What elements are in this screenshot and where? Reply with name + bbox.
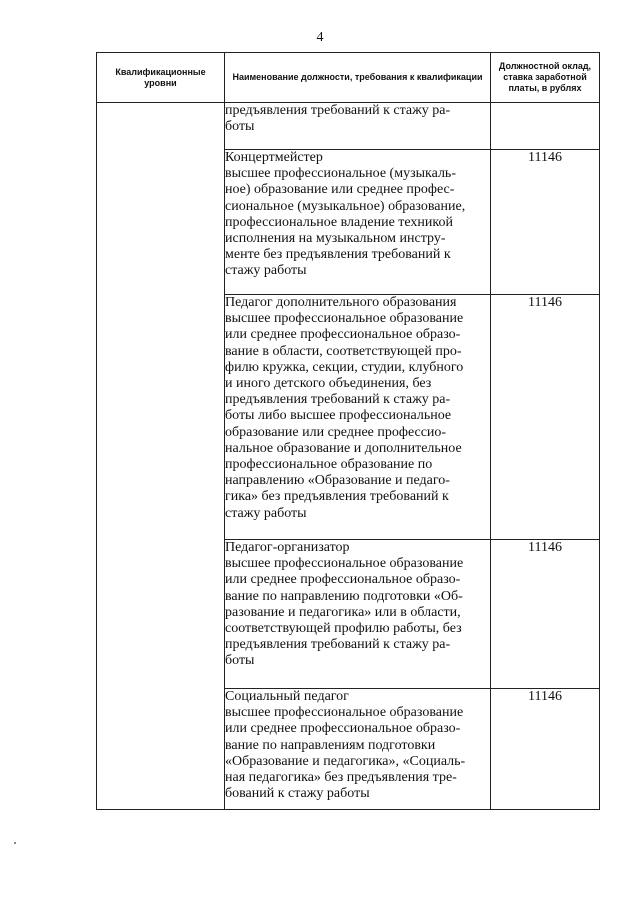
salary-cell: [491, 103, 600, 150]
requirement-line: стажу работы: [225, 505, 307, 521]
position-title: Социальный педагог: [225, 689, 349, 704]
requirement-line: бований к стажу работы: [225, 786, 370, 802]
requirement-line: высшее профессиональное образование: [225, 556, 464, 572]
requirement-line: боты либо высшее профессиональное: [225, 408, 452, 424]
requirement-line: боты: [225, 653, 255, 669]
position-title: Педагог дополнительного образования: [225, 295, 457, 310]
table-header-row: [97, 53, 600, 103]
header-position-requirements: Наименование должности, требования к квалификации: [225, 53, 491, 103]
position-title: Концертмейстер: [225, 150, 323, 165]
requirements-cell: [225, 103, 491, 150]
requirements-cell: [225, 150, 491, 295]
requirement-line: высшее профессиональное образование: [225, 705, 464, 721]
requirement-line: менте без предъявления требований к: [225, 247, 451, 263]
requirement-line: профессиональное образование по: [225, 457, 433, 473]
salary-cell: 11146: [491, 295, 600, 540]
requirement-line: стажу работы: [225, 263, 307, 279]
requirement-line: предъявления требований к стажу ра-: [225, 392, 451, 408]
scan-speck: [14, 842, 16, 844]
position-title: Педагог-организатор: [225, 540, 350, 555]
requirement-line: ная педагогика» без предъявления тре-: [225, 770, 457, 786]
header-qualification-levels: Квалификационные уровни: [97, 53, 225, 103]
requirement-line: гика» без предъявления требований к: [225, 489, 449, 505]
requirement-line: вание по направлению подготовки «Об-: [225, 588, 463, 604]
requirement-line: высшее профессиональное образование: [225, 311, 464, 327]
table-row: [97, 103, 600, 150]
requirement-line: разование и педагогика» или в области,: [225, 604, 461, 620]
requirement-line: вание в области, соответствующей про-: [225, 343, 462, 359]
requirement-line: профессиональное владение техникой: [225, 214, 453, 230]
requirement-line: соответствующей профилю работы, без: [225, 621, 462, 637]
qualification-table: [96, 52, 600, 810]
requirement-line: вание по направлениям подготовки: [225, 737, 436, 753]
requirements-cell: [225, 540, 491, 689]
requirement-line: боты: [225, 119, 255, 135]
requirement-line: направлению «Образование и педаго-: [225, 473, 450, 489]
requirement-line: ное) образование или среднее профес-: [225, 182, 455, 198]
requirement-line: и иного детского объединения, без: [225, 376, 432, 392]
requirement-line: сиональное (музыкальное) образование,: [225, 198, 466, 214]
requirements-cell: [225, 689, 491, 810]
requirement-line: предъявления требований к стажу ра-: [225, 637, 451, 653]
requirement-line: нальное образование и дополнительное: [225, 440, 462, 456]
requirement-line: филю кружка, секции, студии, клубного: [225, 359, 464, 375]
requirement-line: или среднее профессиональное образо-: [225, 721, 461, 737]
salary-cell: 11146: [491, 150, 600, 295]
header-salary: Должностной оклад, ставка заработной платы, в рублях: [491, 53, 600, 103]
level-cell: [97, 103, 225, 810]
requirement-line: образование или среднее профессио-: [225, 424, 447, 440]
requirement-line: или среднее профессиональное образо-: [225, 327, 461, 343]
page-number: 4: [316, 30, 324, 45]
requirement-line: исполнения на музыкальном инстру-: [225, 231, 446, 247]
requirement-line: высшее профессиональное (музыкаль-: [225, 166, 456, 182]
requirement-line: «Образование и педагогика», «Социаль-: [225, 753, 466, 769]
requirement-line: или среднее профессиональное образо-: [225, 572, 461, 588]
salary-cell: 11146: [491, 689, 600, 810]
requirements-cell: [225, 295, 491, 540]
requirement-line: предъявления требований к стажу ра-: [225, 103, 451, 118]
salary-cell: 11146: [491, 540, 600, 689]
